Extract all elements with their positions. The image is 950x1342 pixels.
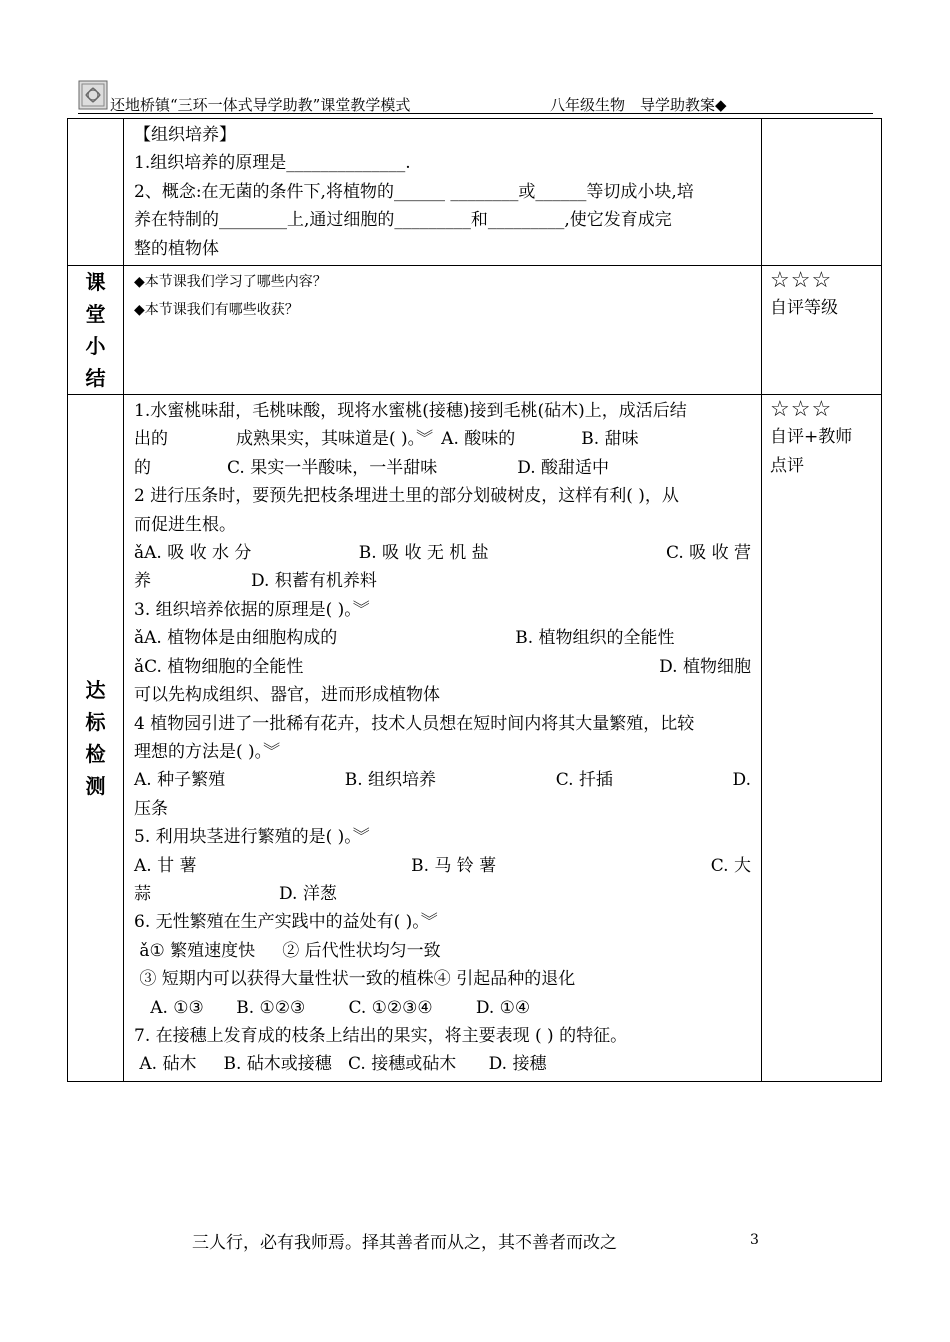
summary-content bbox=[124, 266, 762, 395]
q2-option-d: D. 积蓄有机养料 bbox=[251, 571, 377, 592]
summary-eval bbox=[762, 266, 882, 395]
test-row bbox=[68, 395, 882, 1082]
question-3-line-4: 可以先构成组织、器官，进而形成植物体 bbox=[134, 685, 440, 706]
header-title: 还地桥镇“三环一体式导学助教”课堂教学模式 bbox=[110, 96, 411, 114]
question-1-line-2: 出的 成熟果实，其味道是( )。︾ A. 酸味的 B. 甜味 bbox=[134, 429, 639, 450]
test-content bbox=[124, 395, 762, 1082]
lesson-table bbox=[67, 118, 882, 1082]
question-6-line-3: ③ 短期内可以获得大量性状一致的植株④ 引起品种的退化 bbox=[134, 969, 576, 990]
question-6-options: A. ①③ B. ①②③ C. ①②③④ D. ①④ bbox=[134, 997, 531, 1018]
q5-option-c: C. 大 bbox=[710, 855, 751, 876]
question-5-options bbox=[134, 852, 751, 880]
question-1-stem: 1.水蜜桃味甜，毛桃味酸，现将水蜜桃(接穗)接到毛桃(砧木)上，成活后结 bbox=[134, 401, 687, 422]
question-2-line-2: 而促进生根。 bbox=[134, 514, 236, 535]
header-divider bbox=[78, 113, 873, 114]
summary-row bbox=[68, 266, 882, 395]
q2-option-b: B. 吸 收 无 机 盐 bbox=[358, 543, 489, 564]
question-3-options-1 bbox=[134, 624, 751, 652]
tissue-culture-row bbox=[68, 119, 882, 266]
school-logo-icon bbox=[78, 80, 108, 110]
question-6-stem: 6. 无性繁殖在生产实践中的益处有( )。︾ bbox=[134, 912, 438, 933]
q5-option-b: B. 马 铃 薯 bbox=[411, 855, 497, 876]
empty-label-cell bbox=[68, 119, 124, 266]
question-7-options: A. 砧木 B. 砧木或接穗 C. 接穗或砧木 D. 接穗 bbox=[134, 1054, 547, 1075]
summary-label: 课 堂 小 结 bbox=[68, 266, 124, 395]
q4-option-c: C. 扦插 bbox=[555, 770, 613, 791]
summary-question-2: ◆本节课我们有哪些收获？ bbox=[134, 302, 299, 319]
question-6-line-2: ǎ① 繁殖速度快 ② 后代性状均匀一致 bbox=[134, 940, 441, 961]
footer-motto: 三人行，必有我师焉。择其善者而从之，其不善者而改之 bbox=[192, 1233, 617, 1253]
question-1-line-3: 的 C. 果实一半酸味，一半甜味 D. 酸甜适中 bbox=[134, 457, 610, 478]
q3-option-a: ǎA. 植物体是由细胞构成的 bbox=[134, 628, 338, 649]
rating-stars-icon: ☆☆☆ bbox=[770, 397, 833, 423]
question-4-line-4: 压条 bbox=[134, 798, 168, 819]
fill-in-concept-1: 2、概念:在无菌的条件下,将植物的______ ________或______等切成小块,培 bbox=[134, 181, 694, 202]
q3-option-c: ǎC. 植物细胞的全能性 bbox=[134, 656, 304, 677]
question-3-stem: 3. 组织培养依据的原理是( )。︾ bbox=[134, 599, 370, 620]
q4-option-a: A. 种子繁殖 bbox=[134, 770, 226, 791]
q3-option-d: D. 植物细胞 bbox=[659, 656, 751, 677]
rating-stars-icon: ☆☆☆ bbox=[770, 268, 833, 294]
question-4-stem: 4 植物园引进了一批稀有花卉，技术人员想在短时间内将其大量繁殖，比较 bbox=[134, 713, 695, 734]
q1-option-a: A. 酸味的 bbox=[441, 429, 516, 450]
section-heading: 【组织培养】 bbox=[134, 125, 236, 145]
test-eval bbox=[762, 395, 882, 1082]
page-number: 3 bbox=[750, 1232, 759, 1248]
test-label: 达 标 检 测 bbox=[68, 395, 124, 1082]
question-2-options bbox=[134, 539, 751, 567]
q1-option-b: B. 甜味 bbox=[581, 429, 639, 450]
q3-option-b: B. 植物组织的全能性 bbox=[515, 628, 675, 649]
question-5-stem: 5. 利用块茎进行繁殖的是( )。︾ bbox=[134, 827, 370, 848]
page-header bbox=[78, 80, 873, 114]
q4-option-b: B. 组织培养 bbox=[344, 770, 437, 791]
q5-option-d: D. 洋葱 bbox=[279, 883, 337, 904]
q5-option-a: A. 甘 薯 bbox=[134, 855, 197, 876]
question-3-options-2 bbox=[134, 653, 751, 681]
q2-option-a: ǎA. 吸 收 水 分 bbox=[134, 543, 252, 564]
fill-in-concept-3: 整的植物体 bbox=[134, 238, 219, 259]
summary-question-1: ◆本节课我们学习了哪些内容？ bbox=[134, 274, 327, 291]
question-2-stem: 2 进行压条时，要预先把枝条埋进土里的部分划破树皮，这样有利( )，从 bbox=[134, 486, 679, 507]
eval-label-line-1: 自评+教师 bbox=[770, 427, 853, 448]
q1-option-c: C. 果实一半酸味，一半甜味 bbox=[227, 457, 438, 478]
question-7-stem: 7. 在接穗上发育成的枝条上结出的果实，将主要表现 ( ) 的特征。 bbox=[134, 1025, 628, 1046]
header-subject: 八年级生物 导学助教案◆ bbox=[550, 96, 727, 114]
question-4-line-2: 理想的方法是( )。︾ bbox=[134, 741, 281, 762]
question-2-line-4: 养 D. 积蓄有机养料 bbox=[134, 571, 377, 592]
q4-option-d: D. bbox=[732, 770, 751, 791]
fill-in-concept-2: 养在特制的________上,通过细胞的_________和_________,使它发育成完 bbox=[134, 210, 672, 231]
tissue-culture-content bbox=[124, 119, 762, 266]
q1-option-d: D. 酸甜适中 bbox=[517, 457, 610, 478]
eval-label-line-2: 点评 bbox=[770, 456, 804, 477]
question-4-options bbox=[134, 766, 751, 794]
question-5-line-3: 蒜 D. 洋葱 bbox=[134, 883, 337, 904]
self-eval-label: 自评等级 bbox=[770, 298, 838, 319]
q2-option-c: C. 吸 收 营 bbox=[665, 543, 751, 564]
fill-in-principle: 1.组织培养的原理是______________. bbox=[134, 153, 411, 174]
empty-eval-cell bbox=[762, 119, 882, 266]
